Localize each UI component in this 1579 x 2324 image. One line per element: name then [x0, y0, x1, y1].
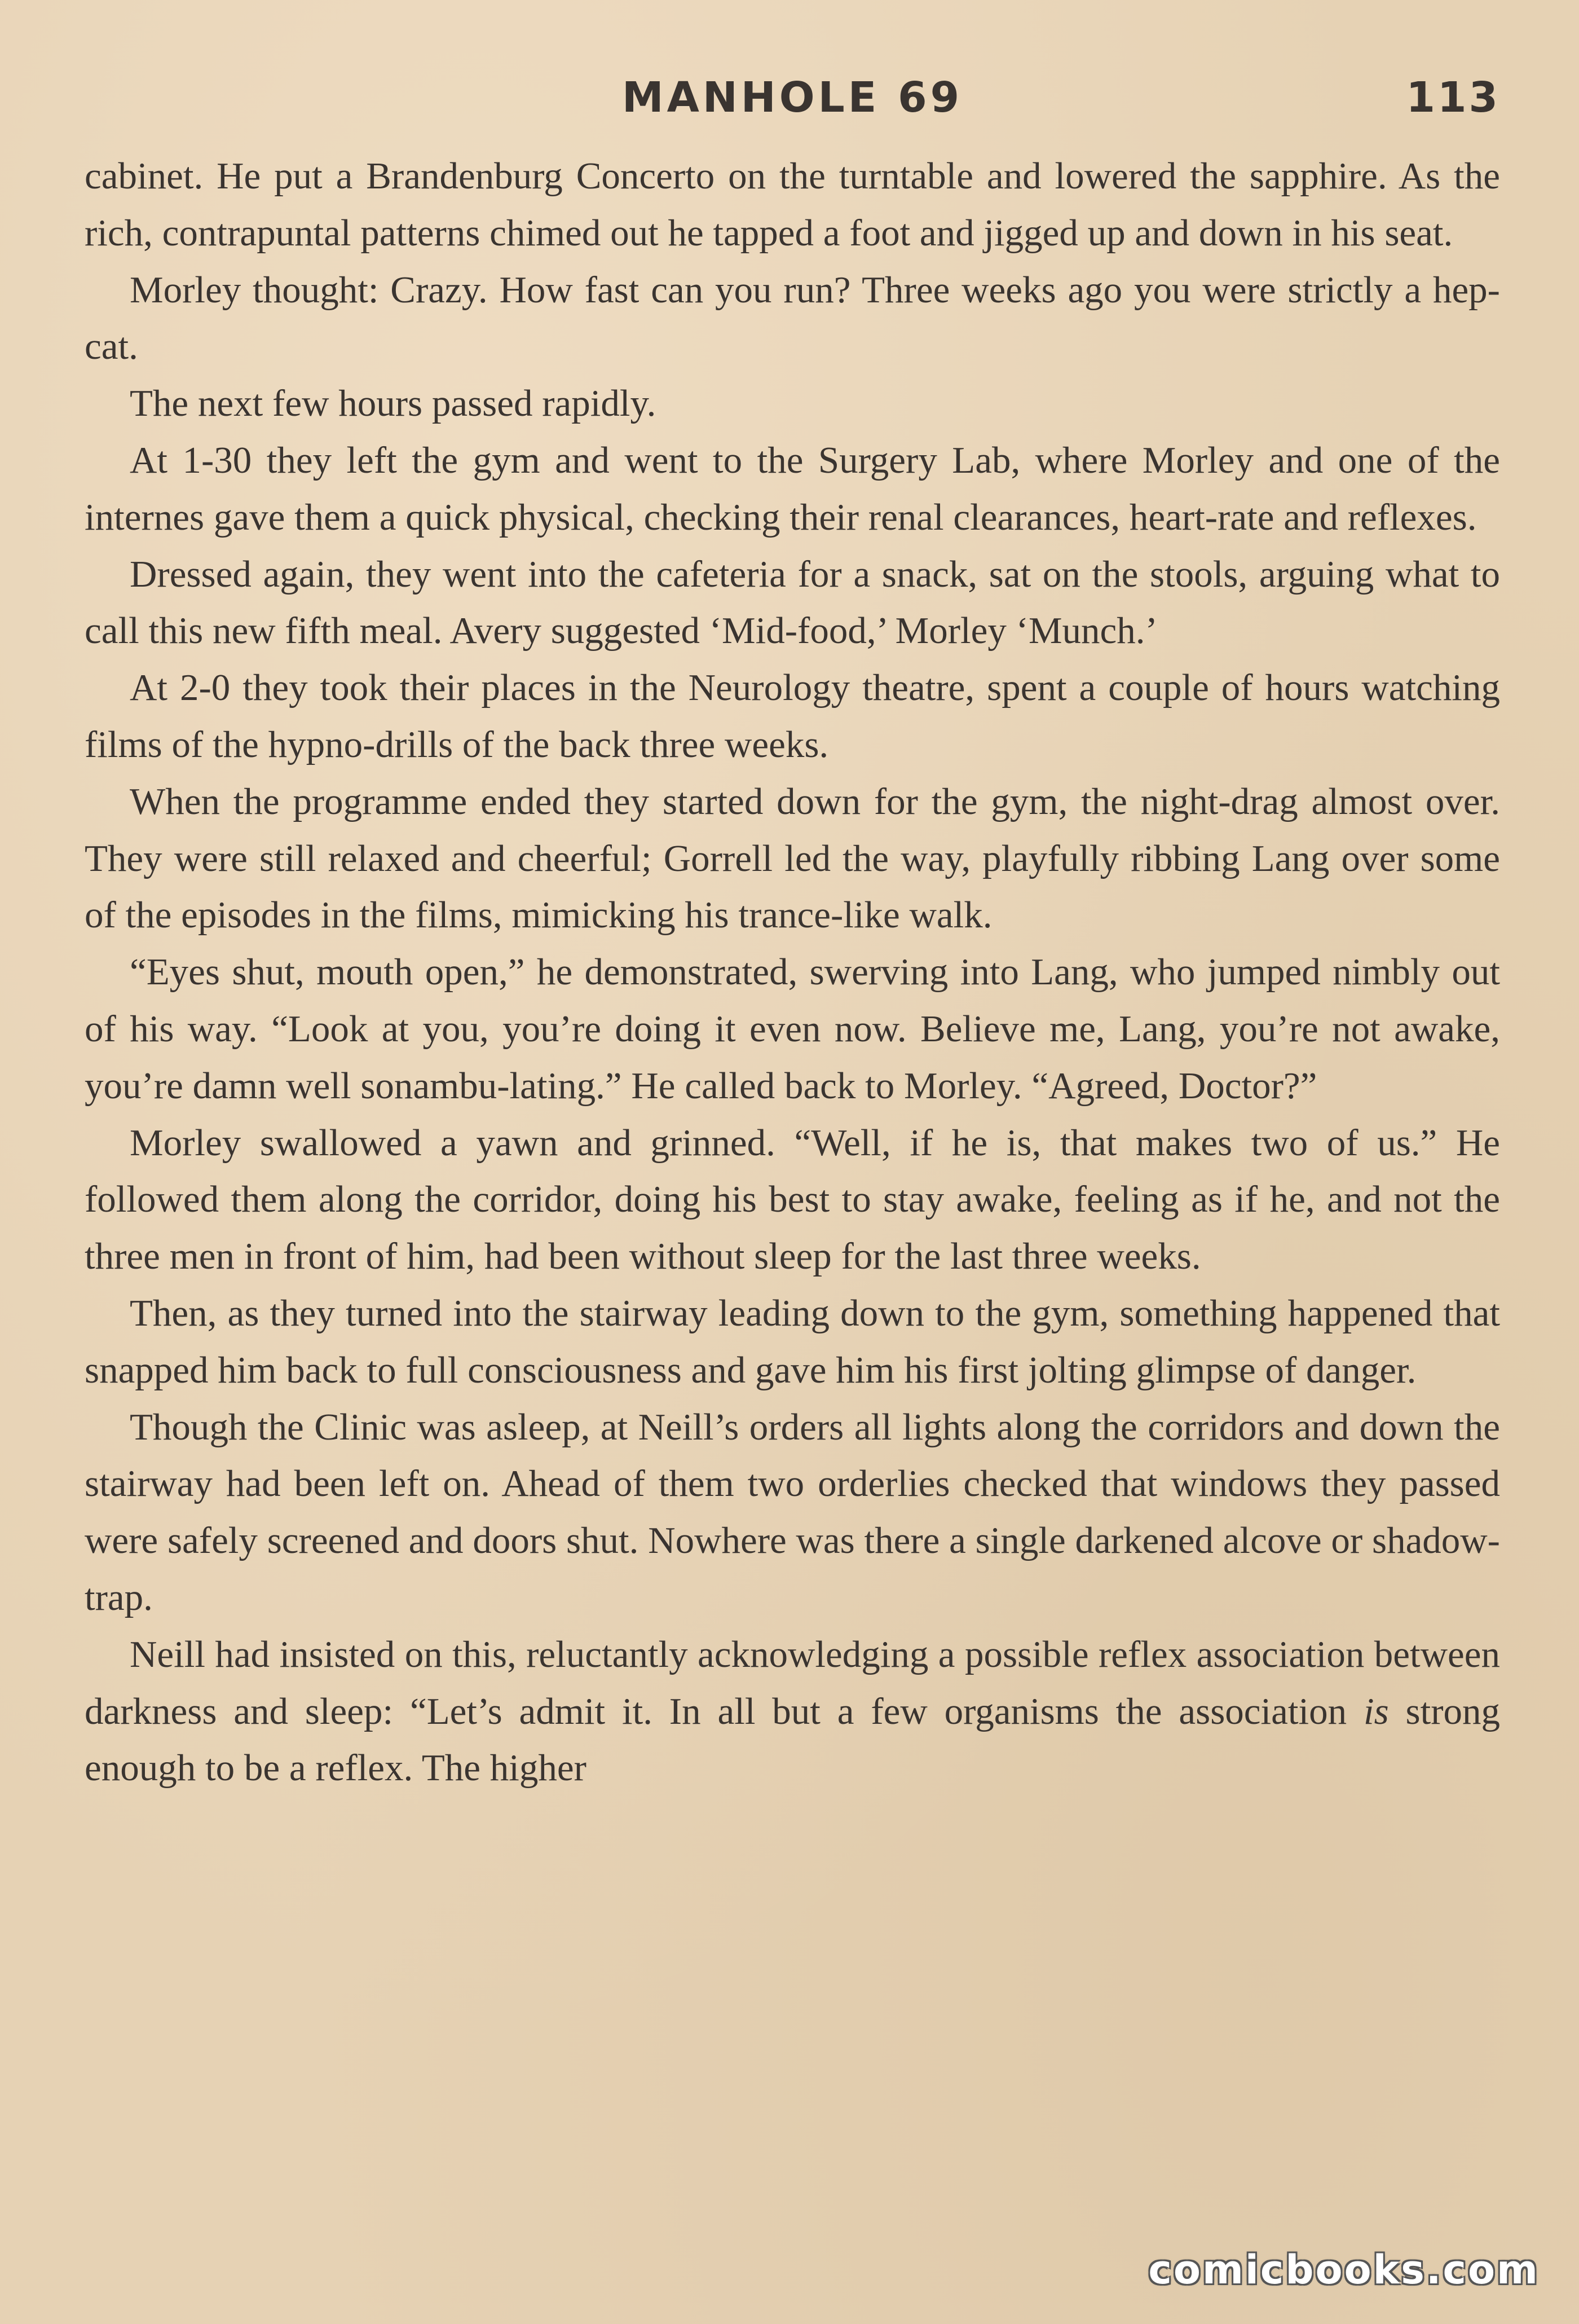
paragraph: Though the Clinic was asleep, at Neill’s orders all lights along the corridors and down the stairway had been left on. Ahead of them two orderlies checked that windows they passed were safely screened and doors shut. Nowhere was there a single darkened alcove or shadow-trap. — [85, 1406, 1500, 1618]
body-text — [85, 148, 1500, 1797]
page-number: 113 — [1406, 73, 1500, 122]
paragraph: Morley thought: Crazy. How fast can you run? Three weeks ago you were strictly a hep-cat. — [85, 269, 1500, 368]
text-run: Neill had insisted on this, reluctantly acknowledging a possible reflex association between darkness and sleep: “Let’s admit it. In all but a few organisms the association — [85, 1633, 1500, 1732]
paragraph: Morley swallowed a yawn and grinned. “Well, if he is, that makes two of us.” He followed them along the corridor, doing his best to stay awake, feeling as if he, and not the three men in front of him, had been without sleep for the last three weeks. — [85, 1121, 1500, 1278]
text-run: strong enough to be a reflex. The higher — [85, 1690, 1501, 1789]
paragraph: “Eyes shut, mouth open,” he demonstrated, swerving into Lang, who jumped nimbly out of his way. “Look at you, you’re doing it even now. Believe me, Lang, you’re not awake, you’re damn well sonambu-lating.” He called back to Morley. “Agreed, Doctor?” — [85, 951, 1500, 1107]
paragraph: Dressed again, they went into the cafeteria for a snack, sat on the stools, arguing what to call this new fifth meal. Avery suggested ‘Mid-food,’ Morley ‘Munch.’ — [85, 553, 1500, 652]
paragraph-last — [85, 1626, 1500, 1797]
paragraph: At 1-30 they left the gym and went to the Surgery Lab, where Morley and one of the internes gave them a quick physical, checking their renal clearances, heart-rate and reflexes. — [85, 439, 1500, 538]
paragraph: cabinet. He put a Brandenburg Concerto on the turntable and lowered the sapphire. As the rich, contrapuntal patterns chimed out he tapped a foot and jigged up and down in his seat. — [85, 155, 1500, 254]
italic-word: is — [1363, 1690, 1389, 1732]
page-header — [85, 73, 1500, 135]
paragraph: At 2-0 they took their places in the Neurology theatre, spent a couple of hours watching films of the hypno-drills of the back three weeks. — [85, 667, 1500, 765]
paragraph: The next few hours passed rapidly. — [130, 382, 656, 425]
paragraph: Then, as they turned into the stairway leading down to the gym, something happened that snapped him back to full consciousness and gave him his first jolting glimpse of danger. — [85, 1292, 1500, 1391]
watermark: comicbooks.com — [1148, 2247, 1540, 2293]
paragraph: When the programme ended they started down for the gym, the night-drag almost over. They were still relaxed and cheerful; Gorrell led the way, playfully ribbing Lang over some of the episodes in the films, mimicking his trance-like walk. — [85, 780, 1500, 936]
running-title: MANHOLE 69 — [621, 73, 963, 122]
